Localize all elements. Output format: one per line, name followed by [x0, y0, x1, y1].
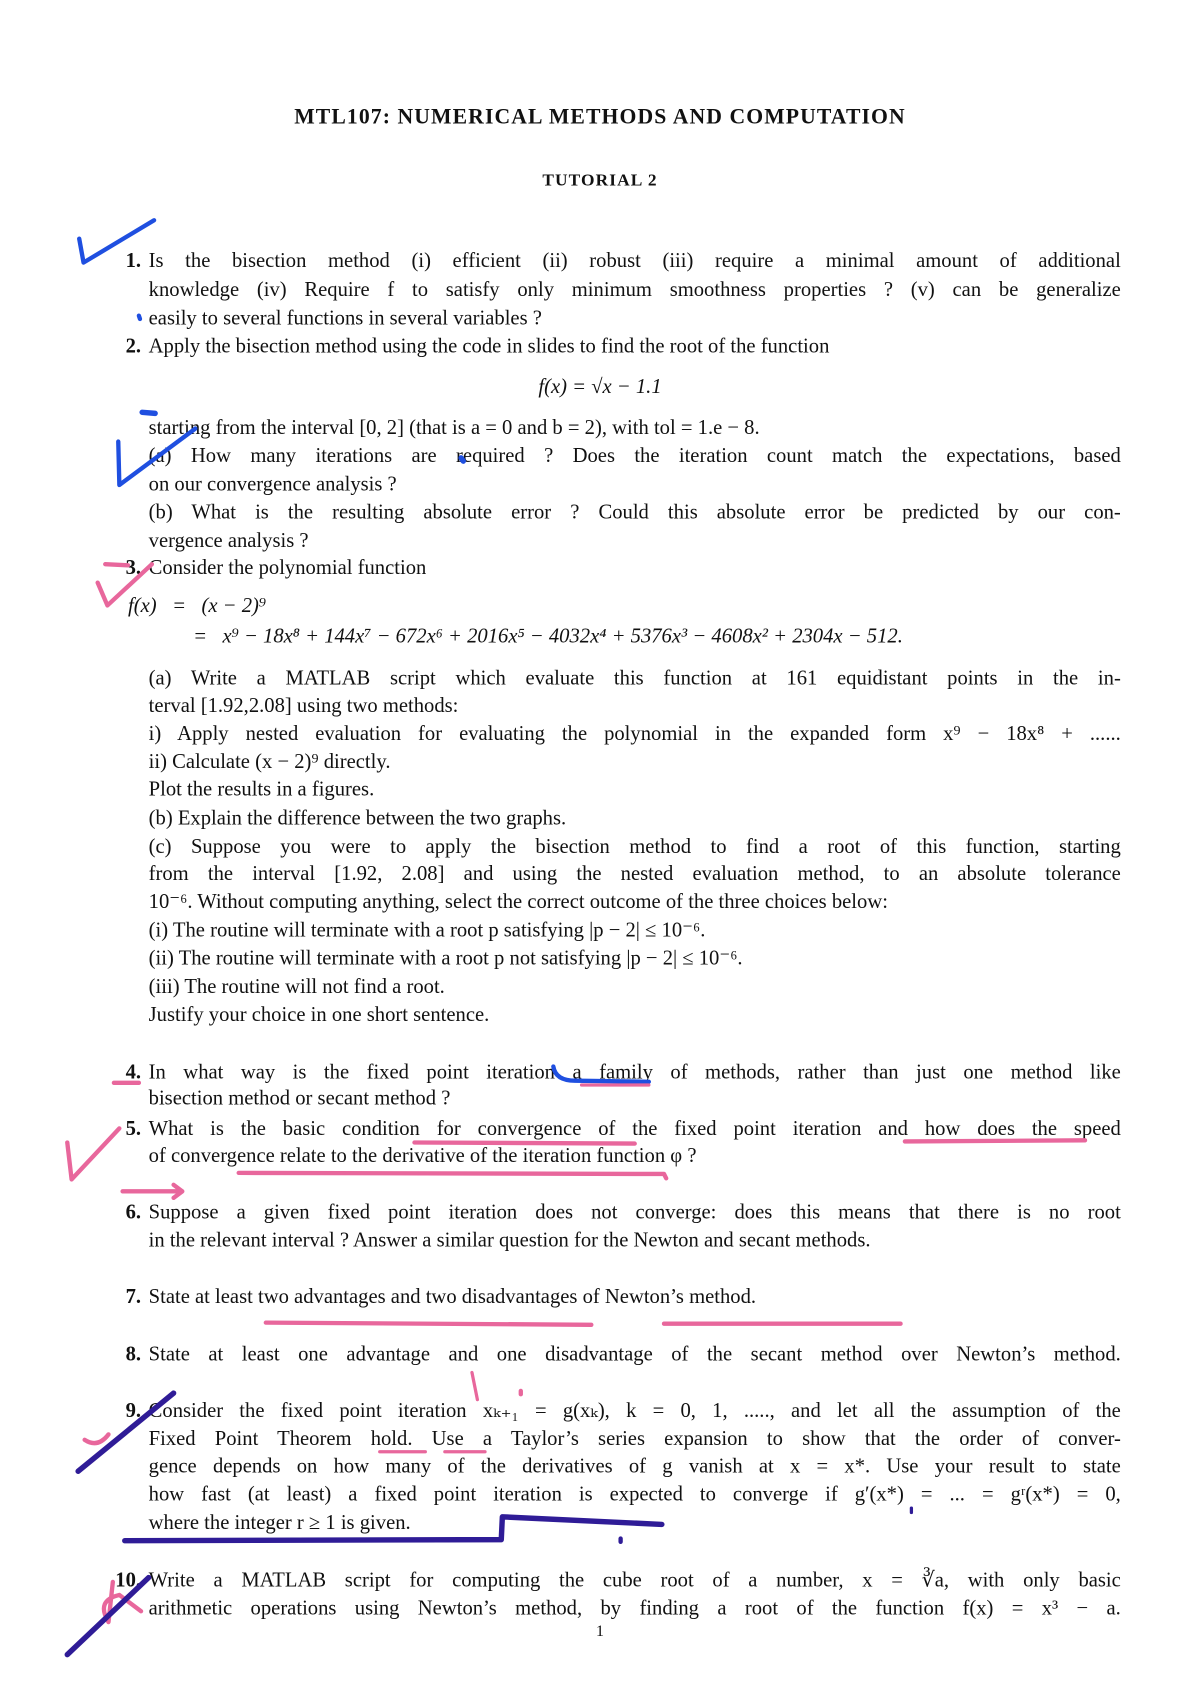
- question-number: 10.: [115, 1568, 142, 1592]
- question-number: 5.: [125, 1117, 142, 1141]
- question-number: 8.: [125, 1343, 142, 1367]
- q9-line: Consider the fixed point iteration xₖ₊₁ = g(xₖ), k = 0, 1, ....., and let all the assumption of the: [148, 1399, 1121, 1423]
- ink-dash: [142, 412, 155, 413]
- ink-hook-q9: [85, 1434, 109, 1443]
- q2-line: (a) How many iterations are required ? Does the iteration count match the expectations, based: [148, 444, 1121, 468]
- q3-line: (c) Suppose you were to apply the bisection method to find a root of this function, starting: [148, 835, 1121, 859]
- q3-line: Plot the results in a figures.: [148, 777, 375, 801]
- q3-line: (a) Write a MATLAB script which evaluate this function at 161 equidistant points in the in-: [148, 667, 1121, 691]
- q5-line: What is the basic condition for convergence of the fixed point iteration and how does the speed: [148, 1117, 1121, 1141]
- arrow: [123, 1185, 183, 1198]
- q3-line: (i) The routine will terminate with a root p satisfying |p − 2| ≤ 10⁻⁶.: [148, 918, 706, 942]
- q3-line: ii) Calculate (x − 2)⁹ directly.: [148, 750, 391, 774]
- q3-line: terval [1.92,2.08] using two methods:: [148, 694, 459, 718]
- q8-line: State at least one advantage and one disadvantage of the secant method over Newton’s method.: [148, 1343, 1121, 1367]
- page-number: 1: [595, 1623, 605, 1641]
- q9-line: how fast (at least) a fixed point iteration is expected to converge if g′(x*) = ... = gʳ(x*) = 0,: [148, 1483, 1121, 1506]
- question-number: 1.: [125, 249, 142, 273]
- q3-line: Justify your choice in one short sentence.: [148, 1003, 490, 1027]
- q5-line: of convergence relate to the derivative of the iteration function φ ?: [148, 1144, 697, 1168]
- ink-dot: [139, 316, 140, 319]
- question-number: 3.: [125, 556, 142, 580]
- underline-two-advantages: [266, 1323, 592, 1325]
- q3-line: Consider the polynomial function: [148, 556, 427, 580]
- q1-line: knowledge (iv) Require f to satisfy only minimum smoothness properties ? (v) can be generalize: [148, 278, 1121, 302]
- q3-line: (ii) The routine will terminate with a root p not satisfying |p − 2| ≤ 10⁻⁶.: [148, 947, 743, 970]
- q3-line: 10⁻⁶. Without computing anything, select the correct outcome of the three choices below:: [148, 890, 888, 914]
- q1-line: easily to several functions in several variables ?: [148, 307, 542, 330]
- underline-derivative: [239, 1173, 666, 1178]
- q10-line: arithmetic operations using Newton’s method, by finding a root of the function f(x) = x³ − a.: [148, 1597, 1121, 1620]
- q4-line: bisection method or secant method ?: [148, 1087, 451, 1110]
- q3-line: from the interval [1.92, 2.08] and using the nested evaluation method, to an absolute tolerance: [148, 862, 1121, 886]
- q2-line: Apply the bisection method using the code in slides to find the root of the function: [148, 335, 830, 359]
- q3-line: (iii) The routine will not find a root.: [148, 975, 445, 999]
- q2-line: starting from the interval [0, 2] (that is a = 0 and b = 2), with tol = 1.e − 8.: [148, 416, 760, 440]
- q2-formula: f(x) = √x − 1.1: [538, 375, 662, 399]
- q9-line: where the integer r ≥ 1 is given.: [148, 1511, 411, 1535]
- q4-line: In what way is the fixed point iteration a family of methods, rather than just one method like: [148, 1061, 1121, 1084]
- q2-line: vergence analysis ?: [148, 529, 309, 553]
- q9-line: Fixed Point Theorem hold. Use a Taylor’s series expansion to show that the order of conver-: [148, 1427, 1121, 1451]
- document-title: MTL107: NUMERICAL METHODS AND COMPUTATION: [294, 105, 906, 130]
- q3-line: (b) Explain the difference between the two graphs.: [148, 807, 567, 831]
- q10-line: Write a MATLAB script for computing the cube root of a number, x = ∛a, with only basic: [148, 1568, 1121, 1592]
- tutorial-subtitle: TUTORIAL 2: [542, 171, 658, 190]
- q6-line: in the relevant interval ? Answer a similar question for the Newton and secant methods.: [148, 1229, 871, 1253]
- question-number: 9.: [125, 1399, 142, 1423]
- q3-formula: = x⁹ − 18x⁸ + 144x⁷ − 672x⁶ + 2016x⁵ − 4032x⁴ + 5376x³ − 4608x² + 2304x − 512.: [193, 624, 903, 648]
- q6-line: Suppose a given fixed point iteration does not converge: does this means that there is no root: [148, 1201, 1121, 1224]
- q2-line: on our convergence analysis ?: [148, 473, 397, 496]
- question-number: 4.: [125, 1061, 142, 1084]
- ink-stroke: [472, 1373, 477, 1400]
- question-number: 7.: [125, 1285, 142, 1309]
- q2-line: (b) What is the resulting absolute error ? Could this absolute error be predicted by our con-: [148, 501, 1121, 525]
- q7-line: State at least two advantages and two disadvantages of Newton’s method.: [148, 1285, 757, 1309]
- question-number: 6.: [125, 1201, 142, 1224]
- q1-line: Is the bisection method (i) efficient (ii) robust (iii) require a minimal amount of additional: [148, 249, 1121, 273]
- question-number: 2.: [125, 335, 142, 359]
- q9-line: gence depends on how many of the derivatives of g vanish at x = x*. Use your result to state: [148, 1454, 1121, 1478]
- q3-formula: f(x) = (x − 2)⁹: [128, 594, 267, 618]
- q3-line: i) Apply nested evaluation for evaluating the polynomial in the expanded form x⁹ − 18x⁸ + ......: [148, 722, 1121, 746]
